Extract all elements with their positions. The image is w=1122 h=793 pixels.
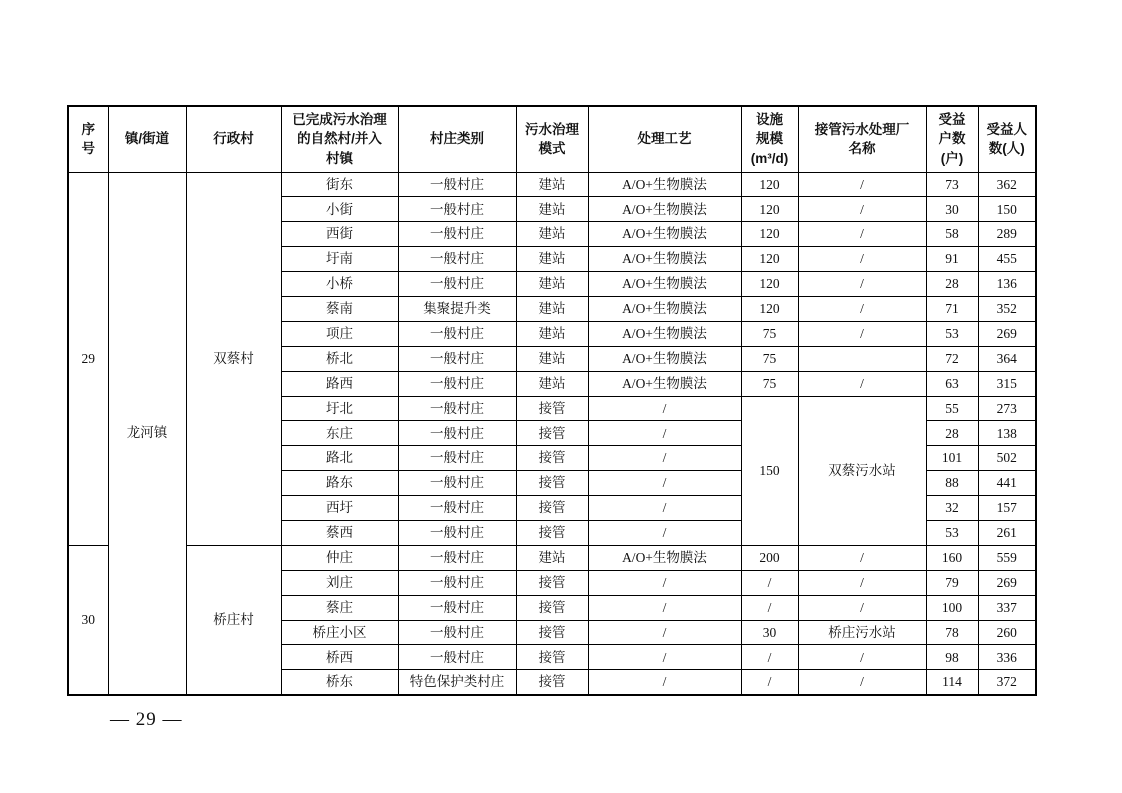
cell-category: 特色保护类村庄 xyxy=(398,670,516,695)
cell-natural-village: 圩北 xyxy=(281,396,398,421)
cell-scale: 120 xyxy=(741,296,798,321)
cell-people: 441 xyxy=(978,471,1036,496)
cell-households: 160 xyxy=(926,545,978,570)
cell-category: 一般村庄 xyxy=(398,222,516,247)
cell-process: A/O+生物膜法 xyxy=(588,272,741,297)
cell-households: 53 xyxy=(926,520,978,545)
cell-people: 138 xyxy=(978,421,1036,446)
col-header-admin-village: 行政村 xyxy=(186,106,281,172)
cell-households: 72 xyxy=(926,346,978,371)
cell-natural-village: 路北 xyxy=(281,446,398,471)
cell-people: 260 xyxy=(978,620,1036,645)
cell-plant xyxy=(798,346,926,371)
cell-process: A/O+生物膜法 xyxy=(588,545,741,570)
table-row xyxy=(68,172,1036,197)
cell-plant: / xyxy=(798,670,926,695)
col-header-households: 受益 户数 (户) xyxy=(926,106,978,172)
cell-households: 100 xyxy=(926,595,978,620)
cell-households: 78 xyxy=(926,620,978,645)
cell-households: 114 xyxy=(926,670,978,695)
cell-natural-village: 圩南 xyxy=(281,247,398,272)
cell-scale: / xyxy=(741,570,798,595)
cell-category: 一般村庄 xyxy=(398,471,516,496)
cell-scale: 120 xyxy=(741,247,798,272)
col-header-mode: 污水治理 模式 xyxy=(516,106,588,172)
cell-process: A/O+生物膜法 xyxy=(588,371,741,396)
cell-households: 71 xyxy=(926,296,978,321)
cell-households: 28 xyxy=(926,421,978,446)
cell-plant: / xyxy=(798,272,926,297)
cell-mode: 建站 xyxy=(516,197,588,222)
cell-process: / xyxy=(588,570,741,595)
cell-admin-village: 双蔡村 xyxy=(186,172,281,545)
cell-mode: 接管 xyxy=(516,595,588,620)
cell-category: 一般村庄 xyxy=(398,371,516,396)
cell-natural-village: 蔡南 xyxy=(281,296,398,321)
cell-natural-village: 桥东 xyxy=(281,670,398,695)
cell-people: 261 xyxy=(978,520,1036,545)
cell-natural-village: 仲庄 xyxy=(281,545,398,570)
cell-mode: 建站 xyxy=(516,321,588,346)
cell-scale: 150 xyxy=(741,396,798,545)
cell-natural-village: 项庄 xyxy=(281,321,398,346)
cell-households: 28 xyxy=(926,272,978,297)
cell-natural-village: 桥庄小区 xyxy=(281,620,398,645)
cell-serial: 29 xyxy=(68,172,108,545)
cell-natural-village: 蔡庄 xyxy=(281,595,398,620)
page-number: — 29 — xyxy=(110,709,183,730)
cell-natural-village: 路西 xyxy=(281,371,398,396)
table-header xyxy=(68,106,1036,172)
cell-process: A/O+生物膜法 xyxy=(588,247,741,272)
cell-households: 32 xyxy=(926,496,978,521)
cell-category: 一般村庄 xyxy=(398,272,516,297)
cell-plant: / xyxy=(798,222,926,247)
cell-mode: 建站 xyxy=(516,545,588,570)
cell-natural-village: 桥北 xyxy=(281,346,398,371)
cell-natural-village: 街东 xyxy=(281,172,398,197)
cell-plant: / xyxy=(798,172,926,197)
cell-mode: 接管 xyxy=(516,496,588,521)
cell-scale: / xyxy=(741,595,798,620)
cell-mode: 接管 xyxy=(516,620,588,645)
cell-mode: 建站 xyxy=(516,247,588,272)
cell-people: 559 xyxy=(978,545,1036,570)
col-header-natural-village: 已完成污水治理 的自然村/并入 村镇 xyxy=(281,106,398,172)
cell-category: 一般村庄 xyxy=(398,446,516,471)
table-row xyxy=(68,545,1036,570)
cell-mode: 接管 xyxy=(516,396,588,421)
cell-households: 63 xyxy=(926,371,978,396)
cell-natural-village: 西圩 xyxy=(281,496,398,521)
cell-natural-village: 东庄 xyxy=(281,421,398,446)
cell-households: 88 xyxy=(926,471,978,496)
cell-people: 289 xyxy=(978,222,1036,247)
cell-people: 336 xyxy=(978,645,1036,670)
cell-process: / xyxy=(588,496,741,521)
cell-scale: 75 xyxy=(741,321,798,346)
cell-households: 73 xyxy=(926,172,978,197)
cell-category: 一般村庄 xyxy=(398,645,516,670)
cell-scale: 75 xyxy=(741,371,798,396)
cell-mode: 建站 xyxy=(516,346,588,371)
table-body xyxy=(68,172,1036,695)
col-header-serial: 序 号 xyxy=(68,106,108,172)
cell-people: 372 xyxy=(978,670,1036,695)
cell-mode: 接管 xyxy=(516,570,588,595)
cell-category: 一般村庄 xyxy=(398,346,516,371)
cell-mode: 建站 xyxy=(516,222,588,247)
cell-process: / xyxy=(588,520,741,545)
cell-plant: / xyxy=(798,247,926,272)
cell-process: A/O+生物膜法 xyxy=(588,296,741,321)
cell-mode: 接管 xyxy=(516,520,588,545)
cell-mode: 接管 xyxy=(516,446,588,471)
cell-process: / xyxy=(588,471,741,496)
cell-mode: 建站 xyxy=(516,172,588,197)
cell-process: / xyxy=(588,396,741,421)
col-header-town: 镇/街道 xyxy=(108,106,186,172)
cell-plant: / xyxy=(798,296,926,321)
cell-natural-village: 西街 xyxy=(281,222,398,247)
cell-households: 98 xyxy=(926,645,978,670)
cell-scale: 120 xyxy=(741,172,798,197)
cell-scale: 75 xyxy=(741,346,798,371)
cell-category: 一般村庄 xyxy=(398,620,516,645)
cell-process: / xyxy=(588,670,741,695)
cell-category: 一般村庄 xyxy=(398,570,516,595)
cell-scale: 120 xyxy=(741,272,798,297)
cell-scale: 120 xyxy=(741,222,798,247)
col-header-category: 村庄类别 xyxy=(398,106,516,172)
cell-people: 352 xyxy=(978,296,1036,321)
cell-category: 一般村庄 xyxy=(398,595,516,620)
cell-plant: 桥庄污水站 xyxy=(798,620,926,645)
cell-process: A/O+生物膜法 xyxy=(588,172,741,197)
cell-process: / xyxy=(588,595,741,620)
cell-natural-village: 小街 xyxy=(281,197,398,222)
cell-people: 364 xyxy=(978,346,1036,371)
cell-category: 一般村庄 xyxy=(398,496,516,521)
cell-natural-village: 桥西 xyxy=(281,645,398,670)
cell-households: 101 xyxy=(926,446,978,471)
cell-mode: 建站 xyxy=(516,371,588,396)
cell-category: 集聚提升类 xyxy=(398,296,516,321)
cell-process: / xyxy=(588,421,741,446)
cell-serial: 30 xyxy=(68,545,108,694)
col-header-process: 处理工艺 xyxy=(588,106,741,172)
cell-mode: 接管 xyxy=(516,421,588,446)
cell-process: A/O+生物膜法 xyxy=(588,197,741,222)
cell-people: 315 xyxy=(978,371,1036,396)
cell-category: 一般村庄 xyxy=(398,421,516,446)
cell-people: 455 xyxy=(978,247,1036,272)
cell-process: A/O+生物膜法 xyxy=(588,222,741,247)
cell-people: 136 xyxy=(978,272,1036,297)
cell-mode: 接管 xyxy=(516,471,588,496)
cell-natural-village: 小桥 xyxy=(281,272,398,297)
cell-scale: 30 xyxy=(741,620,798,645)
cell-mode: 接管 xyxy=(516,670,588,695)
cell-people: 150 xyxy=(978,197,1036,222)
cell-households: 91 xyxy=(926,247,978,272)
col-header-plant: 接管污水处理厂 名称 xyxy=(798,106,926,172)
cell-process: A/O+生物膜法 xyxy=(588,346,741,371)
cell-mode: 建站 xyxy=(516,272,588,297)
cell-admin-village: 桥庄村 xyxy=(186,545,281,694)
cell-process: / xyxy=(588,446,741,471)
cell-households: 79 xyxy=(926,570,978,595)
cell-people: 269 xyxy=(978,321,1036,346)
cell-plant: / xyxy=(798,321,926,346)
cell-people: 362 xyxy=(978,172,1036,197)
cell-plant: / xyxy=(798,197,926,222)
cell-people: 269 xyxy=(978,570,1036,595)
cell-category: 一般村庄 xyxy=(398,545,516,570)
col-header-people: 受益人 数(人) xyxy=(978,106,1036,172)
cell-category: 一般村庄 xyxy=(398,197,516,222)
cell-natural-village: 路东 xyxy=(281,471,398,496)
cell-town: 龙河镇 xyxy=(108,172,186,695)
cell-people: 502 xyxy=(978,446,1036,471)
cell-process: / xyxy=(588,645,741,670)
cell-people: 337 xyxy=(978,595,1036,620)
cell-plant: / xyxy=(798,371,926,396)
cell-category: 一般村庄 xyxy=(398,396,516,421)
cell-households: 55 xyxy=(926,396,978,421)
cell-process: A/O+生物膜法 xyxy=(588,321,741,346)
cell-category: 一般村庄 xyxy=(398,247,516,272)
cell-people: 273 xyxy=(978,396,1036,421)
cell-natural-village: 刘庄 xyxy=(281,570,398,595)
cell-households: 53 xyxy=(926,321,978,346)
sewage-treatment-table xyxy=(67,105,1037,696)
cell-plant: / xyxy=(798,595,926,620)
col-header-scale: 设施 规模 (m³/d) xyxy=(741,106,798,172)
cell-scale: 120 xyxy=(741,197,798,222)
cell-plant: 双蔡污水站 xyxy=(798,396,926,545)
header-row xyxy=(68,106,1036,172)
cell-category: 一般村庄 xyxy=(398,321,516,346)
cell-mode: 建站 xyxy=(516,296,588,321)
cell-category: 一般村庄 xyxy=(398,520,516,545)
cell-natural-village: 蔡西 xyxy=(281,520,398,545)
cell-scale: 200 xyxy=(741,545,798,570)
cell-mode: 接管 xyxy=(516,645,588,670)
cell-plant: / xyxy=(798,570,926,595)
cell-plant: / xyxy=(798,645,926,670)
cell-households: 58 xyxy=(926,222,978,247)
cell-process: / xyxy=(588,620,741,645)
cell-category: 一般村庄 xyxy=(398,172,516,197)
cell-scale: / xyxy=(741,645,798,670)
cell-scale: / xyxy=(741,670,798,695)
cell-plant: / xyxy=(798,545,926,570)
cell-households: 30 xyxy=(926,197,978,222)
cell-people: 157 xyxy=(978,496,1036,521)
